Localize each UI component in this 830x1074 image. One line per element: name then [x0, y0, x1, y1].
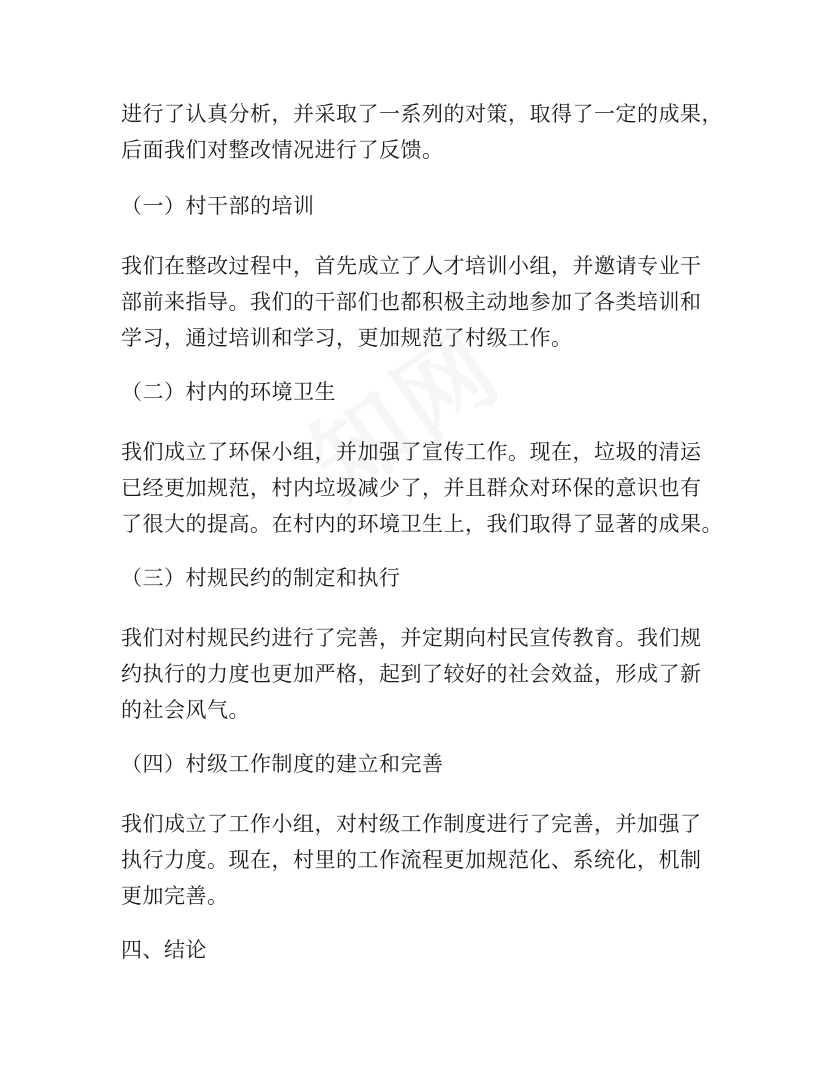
heading-text: （三）村规民约的制定和执行	[121, 566, 401, 590]
heading-text: （四）村级工作制度的建立和完善	[121, 752, 444, 776]
text-line: 部前来指导。我们的干部们也都积极主动地参加了各类培训和	[121, 290, 702, 314]
heading-text: 四、结论	[121, 938, 207, 962]
heading-text: （一）村干部的培训	[121, 194, 315, 218]
text-line: 执行力度。现在，村里的工作流程更加规范化、系统化，机制	[121, 848, 702, 872]
text-line: 我们成立了工作小组，对村级工作制度进行了完善，并加强了	[121, 812, 702, 836]
text-line: 更加完善。	[121, 884, 229, 908]
paragraph-intro-continuation	[121, 96, 721, 168]
paragraph-training	[121, 248, 721, 356]
section-heading-environment	[121, 374, 721, 410]
text-line: 我们在整改过程中，首先成立了人才培训小组，并邀请专业干	[121, 254, 702, 278]
text-line: 约执行的力度也更加严格，起到了较好的社会效益，形成了新	[121, 662, 702, 686]
text-line: 后面我们对整改情况进行了反馈。	[121, 138, 444, 162]
section-heading-village-cadre-training	[121, 188, 721, 224]
text-line: 了很大的提高。在村内的环境卫生上，我们取得了显著的成果。	[121, 512, 723, 536]
text-line: 我们成立了环保小组，并加强了宣传工作。现在，垃圾的清运	[121, 440, 702, 464]
paragraph-environment	[121, 434, 721, 542]
text-line: 我们对村规民约进行了完善，并定期向村民宣传教育。我们规	[121, 626, 702, 650]
section-heading-village-rules	[121, 560, 721, 596]
text-line: 学习，通过培训和学习，更加规范了村级工作。	[121, 326, 573, 350]
text-line: 已经更加规范，村内垃圾减少了，并且群众对环保的意识也有	[121, 476, 702, 500]
heading-text: （二）村内的环境卫生	[121, 380, 336, 404]
paragraph-work-system	[121, 806, 721, 914]
text-line: 进行了认真分析，并采取了一系列的对策，取得了一定的成果，	[121, 102, 723, 126]
text-line: 的社会风气。	[121, 698, 250, 722]
section-heading-work-system	[121, 746, 721, 782]
section-heading-conclusion	[121, 932, 721, 968]
paragraph-village-rules	[121, 620, 721, 728]
